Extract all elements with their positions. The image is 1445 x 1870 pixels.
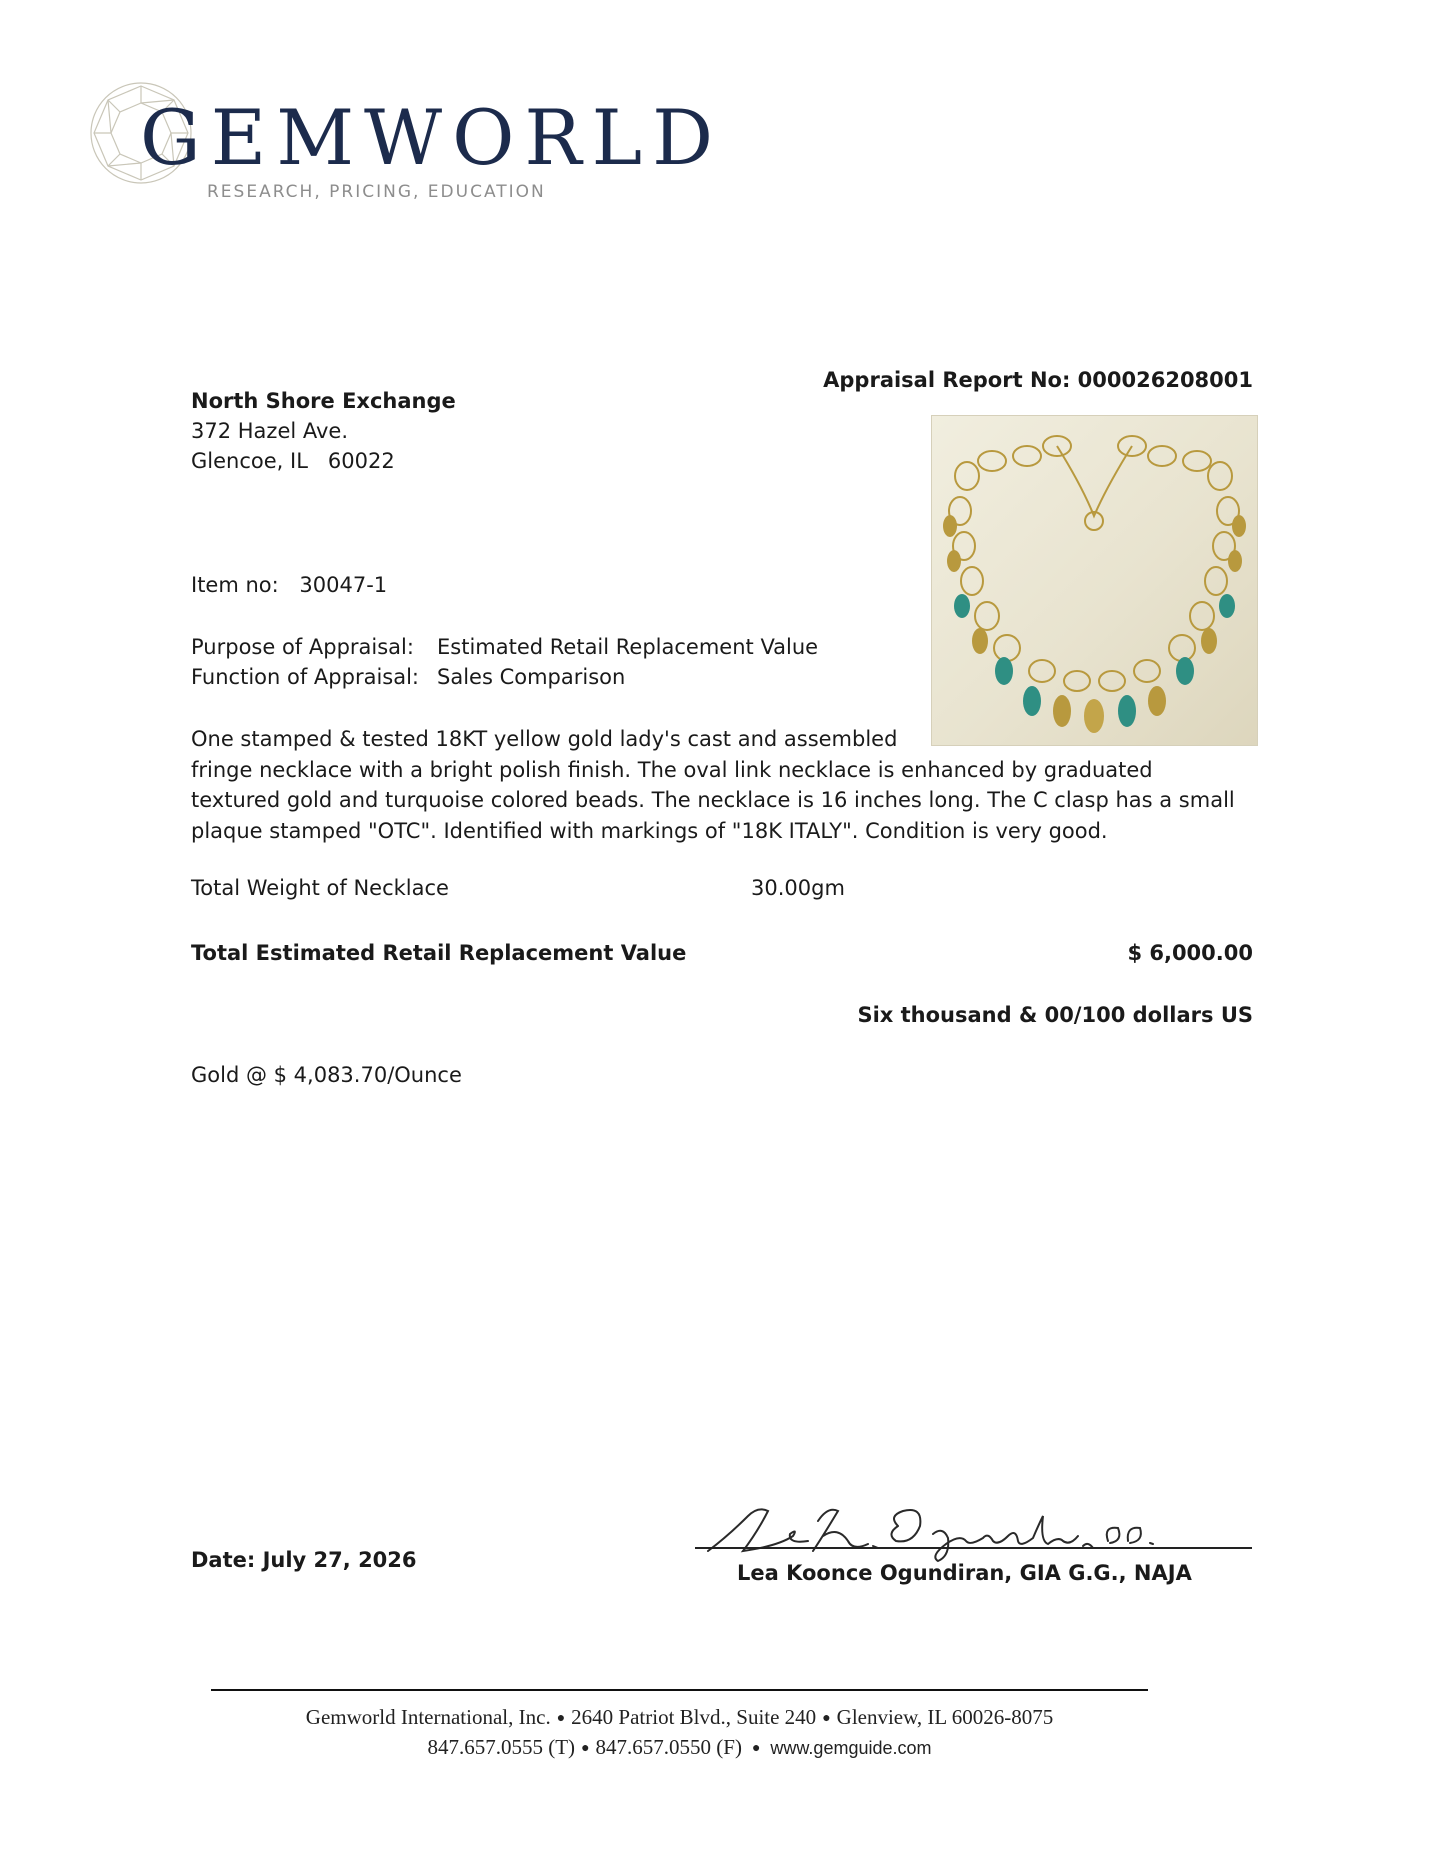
footer-phone: 847.657.0555 (T) [427,1735,576,1759]
purpose-value: Estimated Retail Replacement Value [437,635,819,659]
purpose-label: Purpose of Appraisal: [191,635,414,659]
weight-label: Total Weight of Necklace [191,876,449,900]
client-address [191,386,456,476]
item-description [191,724,1251,846]
description-line: fringe necklace with a bright polish finish. The oval link necklace is enhanced by graduated [191,757,1153,782]
client-name: North Shore Exchange [191,389,456,413]
gold-price: Gold @ $ 4,083.70/Ounce [191,1063,462,1087]
description-line: textured gold and turquoise colored beads. The necklace is 16 inches long. The C clasp has a small [191,788,1235,812]
footer-website-link[interactable]: www.gemguide.com [770,1738,932,1758]
client-street: 372 Hazel Ave. [191,419,349,443]
function-value: Sales Comparison [437,665,626,689]
bullet-icon: ● [751,1741,761,1756]
bullet-icon: ● [822,1711,831,1726]
footer-city: Glenview, IL 60026-8075 [836,1705,1054,1729]
item-no-row [191,570,387,600]
description-line: One stamped & tested 18KT yellow gold lady's cast and assembled [191,727,898,751]
footer-company: Gemworld International, Inc. [305,1705,551,1729]
footer-address-line [211,1705,1148,1730]
total-value-amount: $ 6,000.00 [1127,941,1253,965]
footer-contact-line [211,1735,1148,1760]
weight-value: 30.00gm [751,876,845,900]
necklace-photo [931,415,1258,746]
function-label: Function of Appraisal: [191,665,419,689]
appraisal-date: Date: July 27, 2026 [191,1548,417,1572]
report-number-value: 000026208001 [1077,368,1253,392]
logo-tagline: RESEARCH, PRICING, EDUCATION [207,182,546,202]
logo-wordmark: GEMWORLD [140,93,724,182]
bullet-icon: ● [581,1741,590,1756]
total-value-label: Total Estimated Retail Replacement Value [191,941,687,965]
client-city: Glencoe, IL 60022 [191,449,395,473]
report-number [823,368,1253,392]
signature-line [695,1547,1252,1549]
item-no-value: 30047-1 [299,573,388,597]
footer-address: 2640 Patriot Blvd., Suite 240 [571,1705,817,1729]
footer-fax: 847.657.0550 (F) [595,1735,742,1759]
item-no-label: Item no: [191,573,279,597]
total-value-words: Six thousand & 00/100 dollars US [857,1003,1253,1027]
bullet-icon: ● [556,1711,566,1726]
description-line: plaque stamped "OTC". Identified with markings of "18K ITALY". Condition is very good. [191,818,1108,843]
report-number-label: Appraisal Report No: [823,368,1071,392]
appraiser-name: Lea Koonce Ogundiran, GIA G.G., NAJA [737,1561,1192,1585]
footer-divider [211,1689,1148,1691]
